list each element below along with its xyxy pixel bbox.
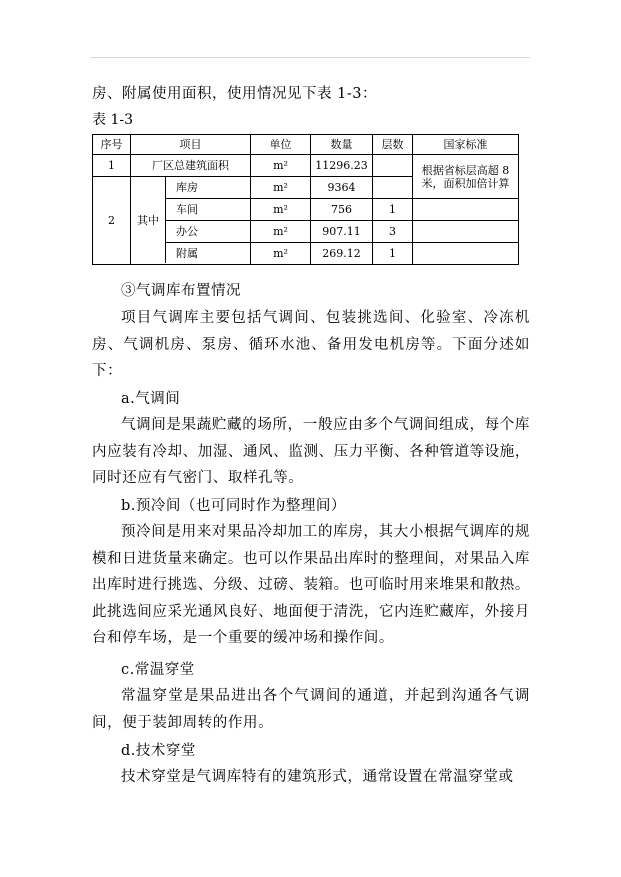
sub-c-paragraph: 常温穿堂是果品进出各个气调间的通道，并起到沟通各气调间，便于装卸周转的作用。 [92, 688, 530, 731]
row1-qty: 11296.23 [311, 155, 373, 177]
row2-no: 2 [93, 177, 131, 265]
sub-item-1: 车间 [166, 199, 250, 221]
header-standard: 国家标准 [413, 135, 519, 155]
sub2-standard [413, 221, 519, 243]
sub3-qty: 269.12 [311, 243, 373, 265]
sub-a-paragraph: 气调间是果蔬贮藏的场所，一般应由多个气调间组成，每个库内应装有冷却、加湿、通风、监测、压力平衡、各种管道等设施，同时还应有气密门、取样孔等。 [92, 417, 530, 486]
sub-d-paragraph: 技术穿堂是气调库特有的建筑形式，通常设置在常温穿堂或 [121, 769, 514, 785]
sub1-qty: 756 [311, 199, 373, 221]
row1-no: 1 [93, 155, 131, 177]
header-rule [90, 57, 530, 58]
sub-item-3: 附属 [176, 247, 198, 260]
table-caption: 表 1-3 [92, 112, 133, 128]
sub3-floors: 1 [373, 243, 413, 265]
area-usage-table [92, 134, 519, 265]
section3-paragraph: 项目气调库主要包括气调间、包装挑选间、化验室、冷冻机房、气调机房、泵房、循环水池、备用发电机房等。下面分述如下： [92, 310, 530, 379]
sub-items [166, 177, 250, 264]
sub-b-title: b.预冷间（也可同时作为整理间） [121, 498, 346, 514]
header-qty: 数量 [311, 135, 373, 155]
header-item: 项目 [131, 135, 251, 155]
row2-group-cell [131, 177, 251, 265]
sub0-qty: 9364 [311, 177, 373, 199]
sub-b-paragraph: 预冷间是用来对果品冷却加工的库房，其大小根据气调库的规模和日进货量来确定。也可以作果品出库时的整理间，对果品入库出库时进行挑选、分级、过磅、装箱。也可临时用来堆果和散热。此挑选间应采光通风良好、地面便于清洗，它内连贮藏库，外接月台和停车场，是一个重要的缓冲场和操作间。 [92, 524, 530, 646]
sub1-unit: m² [251, 199, 311, 221]
sub-item-0: 库房 [166, 177, 250, 199]
sub2-unit: m² [251, 221, 311, 243]
sub3-unit: m² [251, 243, 311, 265]
standard-note: 根据省标层高超 8 米，面积加倍计算 [413, 155, 519, 199]
intro-line: 房、附属使用面积，使用情况见下表 1-3： [92, 86, 377, 102]
sub1-floors: 1 [373, 199, 413, 221]
table-header-row [93, 135, 519, 155]
sub3-standard [413, 243, 519, 265]
row1-floors [373, 155, 413, 177]
row1-item: 厂区总建筑面积 [131, 155, 251, 177]
row2-group: 其中 [131, 177, 166, 263]
sub0-unit: m² [251, 177, 311, 199]
sub1-standard [413, 199, 519, 221]
row1-unit: m² [251, 155, 311, 177]
sub-d-title: d.技术穿堂 [121, 743, 196, 759]
header-no: 序号 [93, 135, 131, 155]
sub-c-title: c.常温穿堂 [121, 662, 195, 678]
sub-a-title: a.气调间 [121, 391, 181, 407]
header-floors: 层数 [373, 135, 413, 155]
table-row [93, 155, 519, 177]
sub-item-2: 办公 [166, 221, 250, 243]
header-unit: 单位 [251, 135, 311, 155]
sub0-floors [373, 177, 413, 199]
sub2-floors: 3 [373, 221, 413, 243]
sub2-qty: 907.11 [311, 221, 373, 243]
section3-title: ③气调库布置情况 [121, 283, 241, 299]
